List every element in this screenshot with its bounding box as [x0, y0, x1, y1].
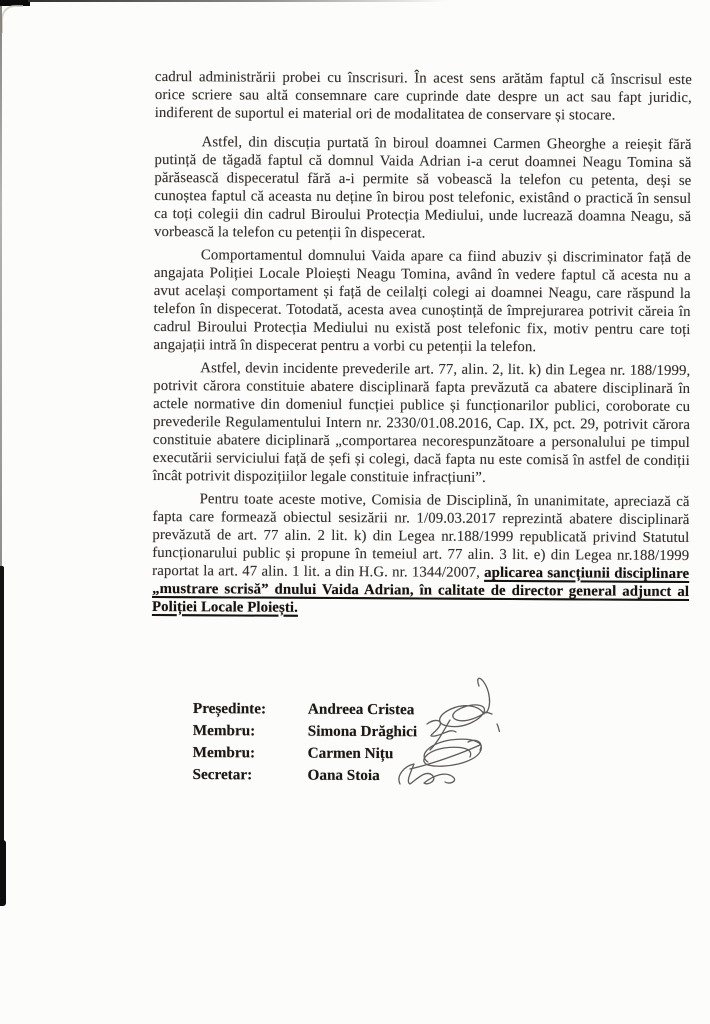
signatory-name: Carmen Nițu: [307, 744, 394, 763]
scanner-artifact-left-edge: [0, 6, 2, 568]
signatory-name: Andreea Cristea: [307, 700, 415, 719]
ink-tick-mark: [497, 724, 500, 732]
page-corner-shadow: [1, 5, 23, 33]
handwritten-signatures: [380, 668, 590, 808]
signature-oana-stoia: [399, 764, 455, 784]
signature-simona-draghici: [427, 720, 456, 750]
scanner-artifact-left-edge-dark: [0, 566, 4, 846]
paragraph-prevederi-legale: Astfel, devin incidente prevederile art. 77, alin. 2, lit. k) din Legea nr. 188/1999, potrivit cărora constituie abatere disciplinară fapta prevăzută ca abatere disciplinară în actele normative din domeniul funcției publice și funcționarilor publici, coroborate cu prevederile Regulamentului Intern nr. 2330/01.08.2016, Cap. IX, pct. 29, potrivit cărora constituie abatere diciplinară „comportarea necorespunzătoare a personalului pe timpul executării serviciului față de șefi și colegi, dacă fapta nu este comisă în astfel de condiții încât potrivit dispozițiilor legale constituie infracțiuni”.: [152, 360, 691, 486]
scanner-artifact-left-blotch: [0, 840, 6, 906]
signatory-name: Oana Stoia: [307, 766, 380, 785]
paragraph-decizie: [152, 490, 690, 619]
signatory-role: Președinte:: [192, 699, 267, 718]
paragraph-inscrisuri: cadrul administrării probei cu înscrisuri. În acest sens arătăm faptul că înscrisul este orice scriere sau altă consemnare care cuprinde date despre un act sau fapt juridic, indiferent de suportul ei material ori de modalitatea de conservare și stocare.: [154, 68, 692, 124]
paragraph-discutie-birou: Astfel, din discuția purtată în biroul doamnei Carmen Gheorghe a reieșit fără putință de tăgadă faptul că domnul Vaida Adrian i-a cerut doamnei Neagu Tomina să părăsească dispeceratul fără a-i permite să vobească la telefon cu petenta, deși se cunoștea faptul că aceasta nu deține în birou post telefonic, existând o practică în sensul ca toți colegii din cadrul Biroului Protecția Mediului, unde lucrează doamna Neagu, să vorbească la telefon cu petenții în dispecerat.: [154, 134, 692, 242]
signatory-role: Membru:: [192, 721, 256, 740]
decision-sanction-text: aplicarea sancțiunii disciplinare „mustrare scrisă” dnului Vaida Adrian, în calitate de director general adjunct al Poliției Locale Ploiești.: [151, 564, 690, 616]
paragraph-comportament: Comportamentul domnului Vaida apare ca fiind abuziv și discriminator față de angajata Poliției Locale Ploiești Neagu Tomina, având în vedere faptul că acesta nu a avut același comportament și față de ceilalți colegi ai doamnei Neagu, care răspund la telefon în dispecerat. Totodată, acesta avea cunoștință de împrejurarea potrivit căreia în cadrul Biroului Protecția Mediului nu există post telefonic fix, motiv pentru care toți angajații intră în dispecerat pentru a vorbi cu petenții la telefon.: [153, 247, 691, 356]
scanner-artifact-top-edge: [28, 0, 448, 2]
signatory-role: Secretar:: [192, 765, 253, 784]
document-body: [152, 68, 692, 624]
signatory-role: Membru:: [192, 743, 256, 762]
signatory-name: Simona Drăghici: [307, 722, 418, 741]
decision-lead-text: Pentru toate aceste motive, Comisia de Disciplină, în unanimitate, apreciază că fapta care formează obiectul sesizării nr. 1/09.03.2017 reprezintă abatere disciplinară prevăzută de art. 77 alin. 2 lit. k) din Legea nr.188/1999 republicată privind Statutul funcționarului public și propune în temeiul art. 77 alin. 3 lit. e) din Legea nr.188/1999 raportat la art. 47 alin. 1 lit. a din H.G. nr. 1344/2007,: [152, 491, 690, 581]
signature-carmen-nitu: [424, 739, 482, 766]
